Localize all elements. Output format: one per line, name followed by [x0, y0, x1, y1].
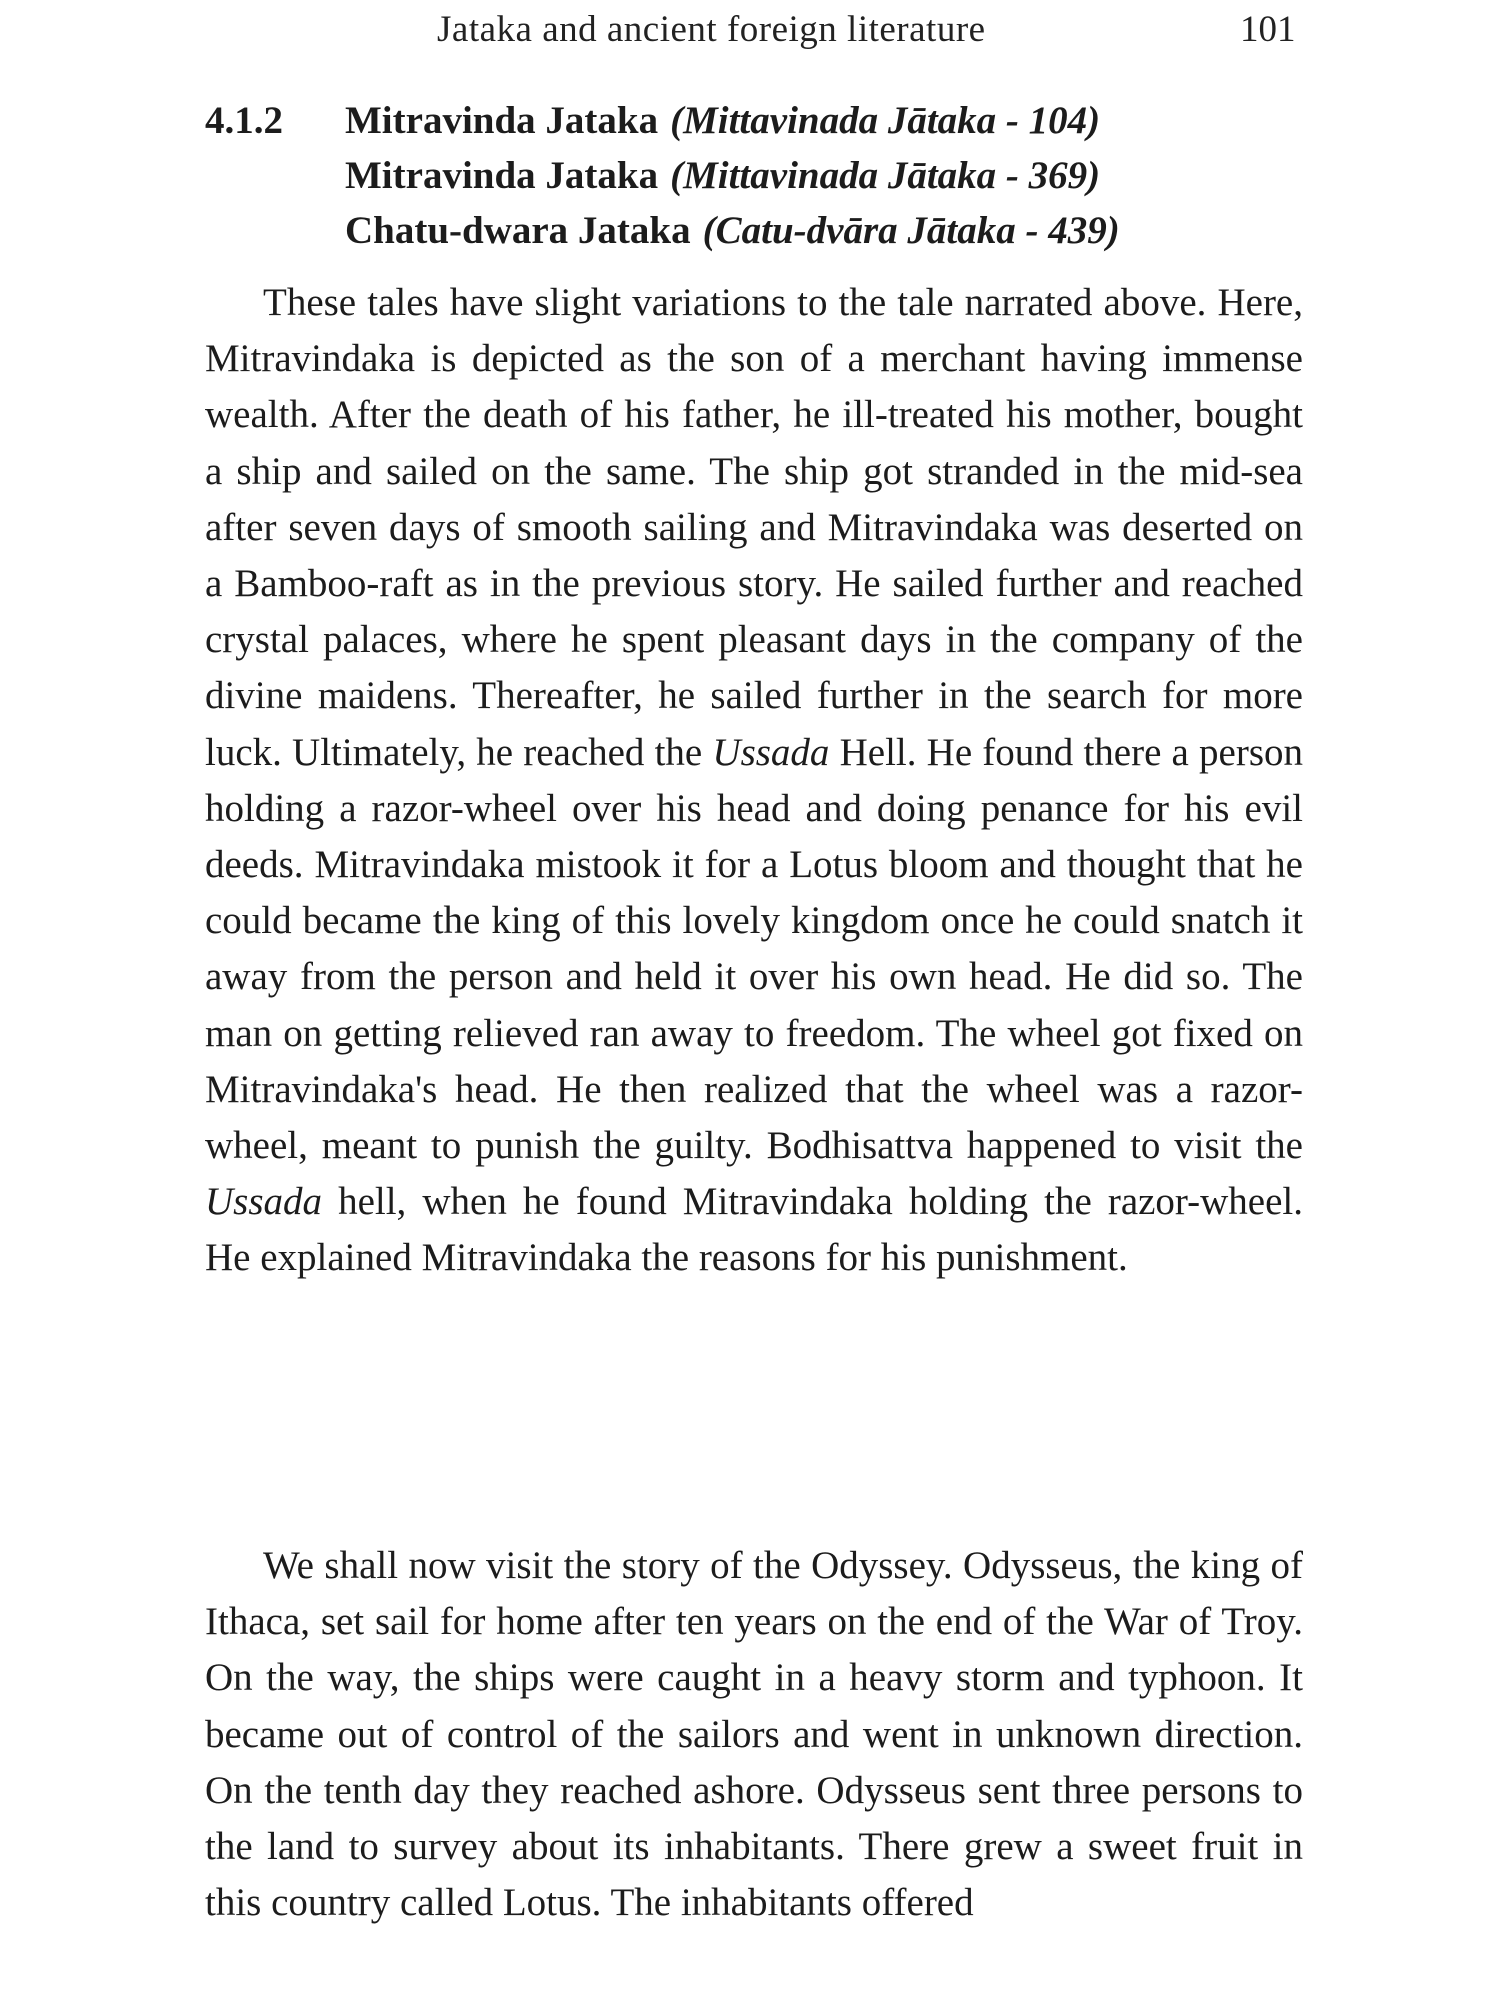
- jataka-title: Mitravinda Jataka: [345, 154, 659, 197]
- paragraph-2-block: [205, 1538, 1303, 1931]
- section-heading: [205, 98, 1325, 263]
- italic-term: Ussada: [205, 1180, 323, 1224]
- paragraph-2: We shall now visit the story of the Odyssey. Odysseus, the king of Ithaca, set sail for home after ten years on the end of the War of Troy. On the way, the ships were caught in a heavy storm and typhoon. It became out of control of the sailors and went in unknown direction. On the tenth day they reached ashore. Odysseus sent three persons to the land to survey about its inhabitants. There grew a sweet fruit in this country called Lotus. The inhabitants offered: [205, 1544, 1303, 1925]
- jataka-title: Mitravinda Jataka: [345, 99, 659, 142]
- page-number: 101: [1240, 9, 1296, 50]
- heading-line-1: [205, 98, 1325, 153]
- heading-line-2: [205, 153, 1325, 208]
- running-head: Jataka and ancient foreign literature: [437, 9, 986, 50]
- paragraph-1-block: [205, 275, 1303, 1287]
- jataka-reference: (Mittavinada Jātaka - 369): [670, 154, 1101, 197]
- jataka-reference: (Catu-dvāra Jātaka - 439): [702, 209, 1120, 252]
- italic-term: Ussada: [712, 730, 830, 774]
- heading-line-3: [205, 208, 1325, 263]
- jataka-title: Chatu-dwara Jataka: [345, 209, 691, 252]
- jataka-reference: (Mittavinada Jātaka - 104): [670, 99, 1101, 142]
- section-number: 4.1.2: [205, 99, 283, 142]
- paragraph-1: These tales have slight variations to the tale narrated above. Here, Mitravindaka is depicted as the son of a merchant having immense wealth. After the death of his father, he ill-treated his mother, bought a ship and sailed on the same. The ship got stranded in the mid-sea after seven days of smooth sailing and Mitravindaka was deserted on a Bamboo-raft as in the previous story. He sailed further and reached crystal palaces, where he spent pleasant days in the company of the divine maidens. Thereafter, he sailed further in the search for more luck. Ultimately, he reached the Ussada Hell. He found there a person holding a razor-wheel over his head and doing penance for his evil deeds. Mitravindaka mistook it for a Lotus bloom and thought that he could became the king of this lovely kingdom once he could snatch it away from the person and held it over his own head. He did so. The man on getting relieved ran away to freedom. The wheel got fixed on Mitravindaka's head. He then realized that the wheel was a razor-wheel, meant to punish the guilty. Bodhisattva happened to visit the Ussada hell, when he found Mitravindaka holding the razor-wheel. He explained Mitravindaka the reasons for his punishment.: [205, 281, 1303, 1280]
